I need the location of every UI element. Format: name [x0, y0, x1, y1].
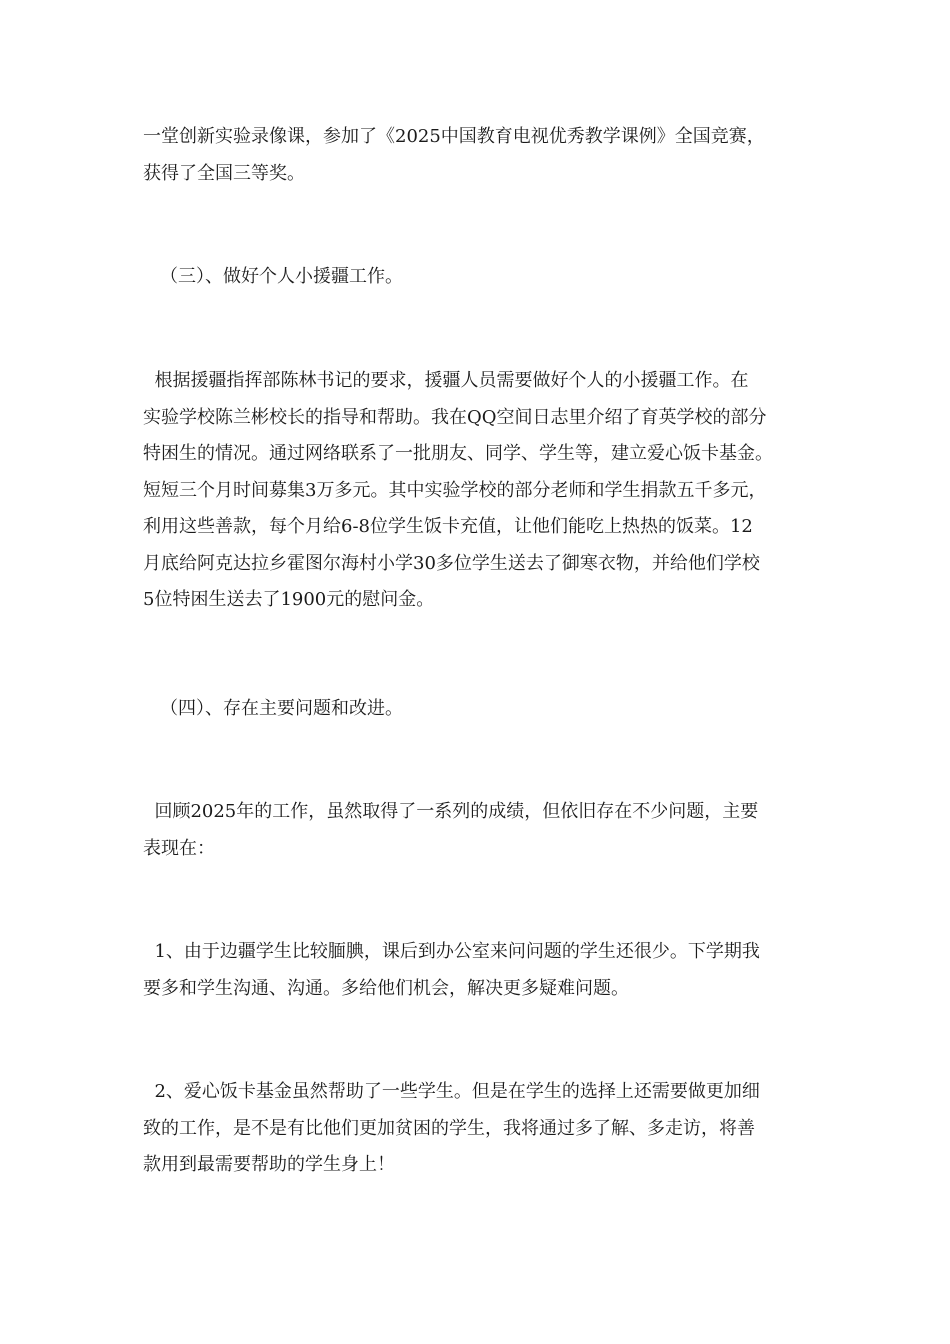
- text-line: 一堂创新实验录像课，参加了《2025中国教育电视优秀教学课例》全国竞赛，: [143, 126, 765, 147]
- text-line: 实验学校陈兰彬校长的指导和帮助。我在QQ空间日志里介绍了育英学校的部分: [143, 406, 767, 428]
- text-line: 短短三个月时间募集3万多元。其中实验学校的部分老师和学生捐款五千多元，: [143, 479, 767, 501]
- heading-text: （四）、存在主要问题和改进。: [160, 698, 403, 719]
- paragraph-aid-work: [143, 363, 808, 619]
- text-line: 获得了全国三等奖。: [143, 162, 305, 184]
- text-line: 根据援疆指挥部陈林书记的要求，援疆人员需要做好个人的小援疆工作。在: [143, 370, 749, 391]
- section-heading-4: [160, 691, 825, 728]
- text-line: 特困生的情况。通过网络联系了一批朋友、同学、学生等，建立爱心饭卡基金。: [143, 443, 773, 464]
- heading-text: （三）、做好个人小援疆工作。: [160, 266, 403, 287]
- text-line: 1、由于边疆学生比较腼腆，课后到办公室来问问题的学生还很少。下学期我: [143, 941, 760, 962]
- text-line: 月底给阿克达拉乡霍图尔海村小学30多位学生送去了御寒衣物，并给他们学校: [143, 552, 760, 574]
- section-heading-3: [160, 259, 825, 296]
- paragraph-review: [143, 794, 808, 867]
- text-line: 表现在：: [143, 837, 215, 859]
- paragraph-issue-1: [143, 934, 808, 1007]
- text-line: 5位特困生送去了1900元的慰问金。: [143, 589, 435, 610]
- text-line: 回顾2025年的工作，虽然取得了一系列的成绩，但依旧存在不少问题，主要: [143, 801, 759, 822]
- paragraph-award: [143, 119, 808, 192]
- text-line: 利用这些善款，每个月给6-8位学生饭卡充值，让他们能吃上热热的饭菜。12: [143, 516, 753, 537]
- text-line: 款用到最需要帮助的学生身上！: [143, 1154, 395, 1175]
- text-line: 致的工作，是不是有比他们更加贫困的学生，我将通过多了解、多走访，将善: [143, 1117, 755, 1139]
- text-line: 2、爱心饭卡基金虽然帮助了一些学生。但是在学生的选择上还需要做更加细: [143, 1081, 760, 1102]
- paragraph-issue-2: [143, 1074, 808, 1184]
- text-line: 要多和学生沟通、沟通。多给他们机会，解决更多疑难问题。: [143, 977, 629, 999]
